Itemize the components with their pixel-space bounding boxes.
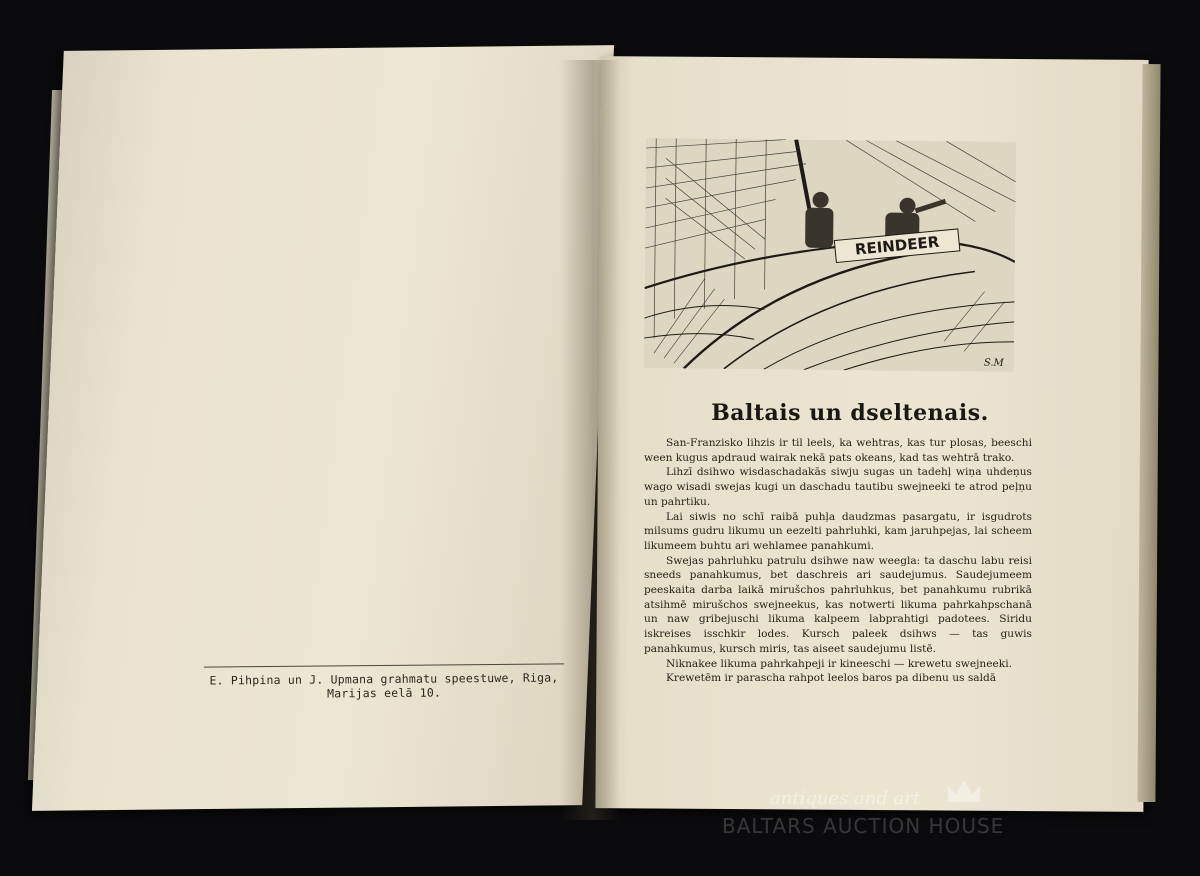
chapter-body-text xyxy=(644,436,1032,686)
ship-illustration xyxy=(644,138,1016,372)
printer-imprint: E. Pihpina un J. Upmana grahmatu spеestuwe, Riga, Marijas eelā 10. xyxy=(204,663,564,701)
paragraph: San-Franzisko lihzis ir til leels, ka wehtras, kas tur plosas, beeschi ween kugus apdraud wairak nekā pats okeans, kad tas wehtrā trako. xyxy=(644,437,1032,464)
crown-icon xyxy=(944,778,984,804)
paragraph: Swejas pahrluhku patrulu dsihwe naw weegla: ta daschu labu reisi sneeds panahkumus, bet daschreis ari saudejumus. Saudejumeem peeskaita darba laikā mirušchos pahrluhkus, bet panahkumu rubrikā atsihmē mirušchos swejneekus, kas notwerti likuma pahrkahpschanā un naw gribejuschi likuma kalpeem labprahtigi padotees. Siridu iskreises isschkir lodes. Kursch paleek dsihws — tas guwis panahkumus, kursch miris, tas aiseet saudejumu listē. xyxy=(644,554,1032,655)
right-page-edge xyxy=(1137,64,1160,802)
paragraph: Krewetēm ir parascha rahpot leelos baros pa dibenu us saldā xyxy=(666,672,997,685)
paragraph: Lihzī dsihwo wisdaschadakās siwju sugas un tadehļ wiņa uhdeņus wago wisadi swejas kugi un daschadu tautibu swejneeki te atrod peļņu un pahrtiku. xyxy=(644,466,1032,508)
paragraph: Niknakee likuma pahrkahpeji ir kineeschi — krewetu swejneeki. xyxy=(666,657,1012,670)
ship-name-label: REINDEER xyxy=(854,232,940,259)
paragraph: Lai siwis no schī raibā puhļa daudzmas pasargatu, ir isgudrots milsums gudru likumu un eezelti pahrluhki, kam jaruhpejas, lai scheem likumeem buhtu ari wehlamee panahkumi. xyxy=(644,510,1032,552)
artist-signature: S.M xyxy=(983,357,1004,369)
watermark-text: antiques and art xyxy=(770,788,921,809)
chapter-title: Baltais un dseltenais. xyxy=(711,400,989,426)
book-spine xyxy=(560,60,620,820)
watermark-house-text: BALTARS AUCTION HOUSE xyxy=(722,814,1005,838)
